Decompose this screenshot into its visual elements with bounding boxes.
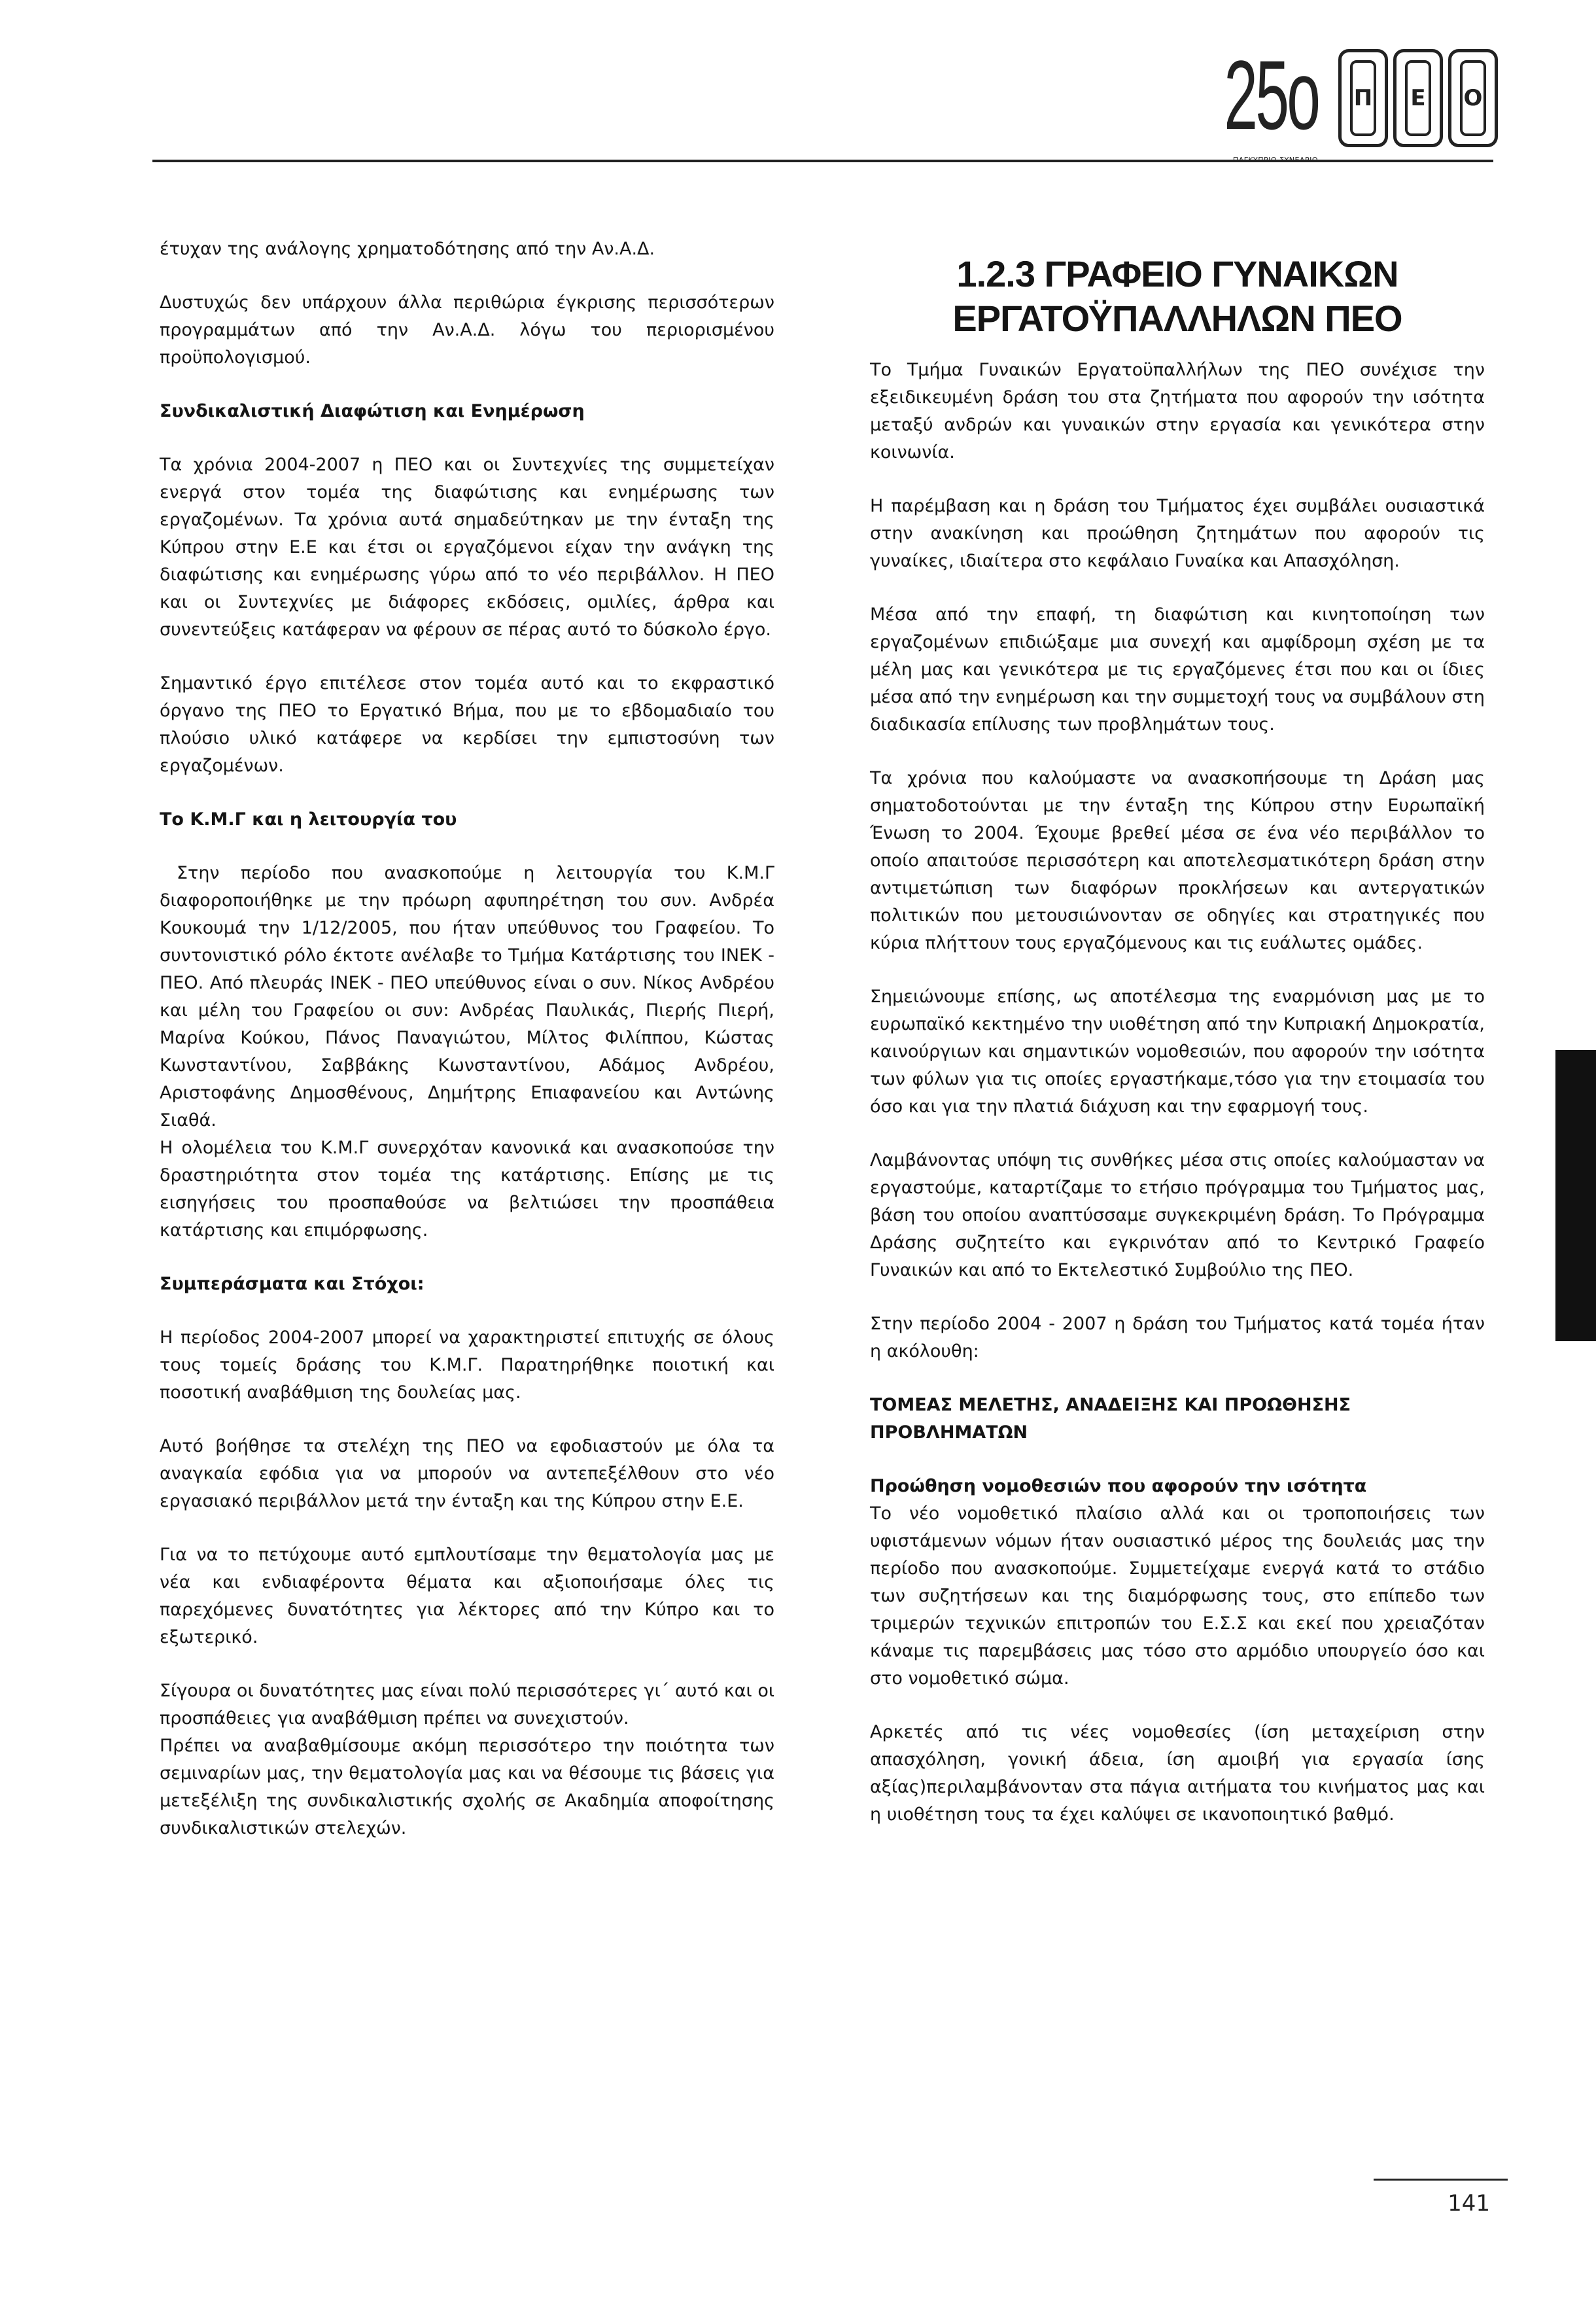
- paragraph: Σημειώνουμε επίσης, ως αποτέλεσμα της εναρμόνιση μας με το ευρωπαϊκό κεκτημένο την υιοθέτηση από την Κυπριακή Δημοκρατία, καινούργιων και σημαντικών νομοθεσιών, που αφορούν την ισότητα των φύλων για τις οποίες εργαστήκαμε,τόσο για την ετοιμασία του όσο και για την πλατιά διάχυση και την εφαρμογή τους.: [870, 987, 1485, 1117]
- paragraph: Τα χρόνια 2004-2007 η ΠΕΟ και οι Συντεχνίες της συμμετείχαν ενεργά στον τομέα της διαφώτισης και ενημέρωσης των εργαζομένων. Τα χρόνια αυτά σημαδεύτηκαν με την ένταξη της Κύπρου στην Ε.Ε και έτσι οι εργαζόμενοι είχαν την ανάγκη της διαφώτισης και ενημέρωσης γύρω από το νέο περιβάλλον. Η ΠΕΟ και οι Συντεχνίες με διάφορες εκδόσεις, ομιλίες, άρθρα και συνεντεύξεις κατάφεραν να φέρουν σε πέρας αυτό το δύσκολο έργο.: [160, 455, 774, 640]
- left-column: [160, 236, 774, 1869]
- paragraph: Σίγουρα οι δυνατότητες μας είναι πολύ περισσότερες γι΄ αυτό και οι προσπάθειες για αναβάθμιση πρέπει να συνεχιστούν.: [160, 1681, 774, 1729]
- logo-number: 25ο: [1223, 40, 1318, 150]
- paragraph: Το νέο νομοθετικό πλαίσιο αλλά και οι τροποποιήσεις των υφιστάμενων νόμων ήταν ουσιαστικό μέρος της δουλειάς μας την περίοδο που ανασκοπούμε. Συμμετείχαμε ενεργά κατά το στάδιο των συζητήσεων και της διαμόρφωσης τους, στο επίπεδο των τριμερών τεχνικών επιτροπών του Ε.Σ.Σ και εκεί που χρειαζόταν κάναμε τις παρεμβάσεις μας τόσο στο αρμόδιο υπουργείο όσο και στο νομοθετικό σώμα.: [870, 1503, 1485, 1689]
- section-heading: ΤΟΜΕΑΣ ΜΕΛΕΤΗΣ, ΑΝΑΔΕΙΞΗΣ ΚΑΙ ΠΡΟΩΘΗΣΗΣ ΠΡΟΒΛΗΜΑΤΩΝ: [870, 1395, 1351, 1443]
- logo-letter: Ε: [1405, 60, 1431, 136]
- paragraph: Στην περίοδο 2004 - 2007 η δράση του Τμήματος κατά τομέα ήταν η ακόλουθη:: [870, 1314, 1485, 1361]
- section-heading: Συνδικαλιστική Διαφώτιση και Ενημέρωση: [160, 401, 585, 421]
- paragraph: Λαμβάνοντας υπόψη τις συνθήκες μέσα στις οποίες καλούμασταν να εργαστούμε, καταρτίζαμε το ετήσιο πρόγραμμα του Τμήματος μας, βάση του οποίου αναπτύσσαμε συγκεκριμένη δράση. Το Πρόγραμμα Δράσης συζητείτο και εγκρινόταν από το Κεντρικό Γραφείο Γυναικών και από το Εκτελεστικό Συμβούλιο της ΠΕΟ.: [870, 1150, 1485, 1280]
- logo-letter-box: [1448, 49, 1498, 147]
- paragraph: Πρέπει να αναβαθμίσουμε ακόμη περισσότερο την ποιότητα των σεμιναρίων μας, την θεματολογία μας και να θέσουμε τις βάσεις για μετεξέλιξη της συνδικαλιστικής σχολής σε Ακαδημία αποφοίτησης συνδικαλιστικών στελεχών.: [160, 1736, 774, 1838]
- header-rule: [152, 160, 1493, 162]
- chapter-heading: [870, 252, 1485, 341]
- logo-letters: [1338, 49, 1498, 147]
- chapter-heading-line-2: ΕΡΓΑΤΟΫΠΑΛΛΗΛΩΝ ΠΕΟ: [952, 298, 1402, 339]
- paragraph: έτυχαν της ανάλογης χρηματοδότησης από την Αν.Α.Δ.: [160, 239, 655, 259]
- paragraph: Η περίοδος 2004-2007 μπορεί να χαρακτηριστεί επιτυχής σε όλους τους τομείς δράσης του Κ.Μ.Γ. Παρατηρήθηκε ποιοτική και ποσοτική αναβάθμιση της δουλείας μας.: [160, 1327, 774, 1403]
- logo-letter-box: [1338, 49, 1388, 147]
- paragraph: Για να το πετύχουμε αυτό εμπλουτίσαμε την θεματολογία μας με νέα και ενδιαφέροντα θέματα και αξιοποιήσαμε όλες τις παρεχόμενες δυνατότητες για λέκτορες από την Κύπρο και το εξωτερικό.: [160, 1545, 774, 1647]
- paragraph: Σημαντικό έργο επιτέλεσε στον τομέα αυτό και το εκφραστικό όργανο της ΠΕΟ το Εργατικό Βήμα, που με το εβδομαδιαίο του πλούσιο υλικό κατάφερε να κερδίσει την εμπιστοσύνη των εργαζομένων.: [160, 673, 774, 776]
- paragraph: Αυτό βοήθησε τα στελέχη της ΠΕΟ να εφοδιαστούν με όλα τα αναγκαία εφόδια για να μπορούν να αντεπεξέλθουν στο νέο εργασιακό περιβάλλον μετά την ένταξη και της Κύπρου στην Ε.Ε.: [160, 1436, 774, 1511]
- footer-rule: [1374, 2179, 1508, 2181]
- logo-letter: Π: [1350, 60, 1376, 136]
- logo-letter-box: [1393, 49, 1443, 147]
- paragraph: Αρκετές από τις νέες νομοθεσίες (ίση μεταχείριση στην απασχόληση, γονική άδεια, ίση αμοιβή για εργασία ίσης αξίας)περιλαμβάνονταν στα πάγια αιτήματα του κινήματος μας και η υιοθέτηση τους τα έχει καλύψει σε ικανοποιητικό βαθμό.: [870, 1722, 1485, 1825]
- right-column: [870, 252, 1485, 1855]
- paragraph: Μέσα από την επαφή, τη διαφώτιση και κινητοποίηση των εργαζομένων επιδιώξαμε μια συνεχή και αμφίδρομη σχέση με τα μέλη μας και γενικότερα με τις εργαζόμενες έτσι που και οι ίδιες μέσα από την ενημέρωση και την συμμετοχή τους να συμβάλουν στη διαδικασία επίλυσης των προβλημάτων τους.: [870, 605, 1485, 735]
- paragraph: Στην περίοδο που ανασκοπούμε η λειτουργία του Κ.Μ.Γ διαφοροποιήθηκε με την πρόωρη αφυπηρέτηση του συν. Ανδρέα Κουκουμά την 1/12/2005, που ήταν υπεύθυνος του Γραφείου. Το συντονιστικό ρόλο έκτοτε ανέλαβε το Τμήμα Κατάρτισης του ΙΝΕΚ - ΠΕΟ. Από πλευράς ΙΝΕΚ - ΠΕΟ υπεύθυνος είναι ο συν. Νίκος Ανδρέου και μέλη του Γραφείου οι συν: Ανδρέας Παυλικάς, Πιερής Πιερή, Μαρίνα Κούκου, Πάνος Παναγιώτου, Μίλτος Φιλίππου, Κώστας Κωνσταντίνου, Σαββάκης Κωνσταντίνου, Αδάμος Ανδρέου, Αριστοφάνης Δημοσθένους, Δημήτρης Επιαφανείου και Αντώνης Σιαθά.: [160, 863, 774, 1131]
- paragraph: Το Τμήμα Γυναικών Εργατοϋπαλλήλων της ΠΕΟ συνέχισε την εξειδικευμένη δράση του στα ζητήματα που αφορούν την ισότητα μεταξύ ανδρών και γυναικών στην εργασία και γενικότερα στην κοινωνία.: [870, 360, 1485, 463]
- section-heading: Συμπεράσματα και Στόχοι:: [160, 1274, 425, 1294]
- paragraph: Τα χρόνια που καλούμαστε να ανασκοπήσουμε τη Δράση μας σηματοδοτούνται με την ένταξη της Κύπρου στην Ευρωπαϊκή Ένωση το 2004. Έχουμε βρεθεί μέσα σε ένα νέο περιβάλλον το οποίο απαιτούσε περισσότερη και αποτελεσματικότερη δράση στην αντιμετώπιση των διαφόρων προκλήσεων και αντεργατικών πολιτικών που μετουσιώνονταν σε οδηγίες και στρατηγικές που κύρια πλήττουν τους εργαζόμενους και τις ευάλωτες ομάδες.: [870, 768, 1485, 953]
- paragraph: Η ολομέλεια του Κ.Μ.Γ συνερχόταν κανονικά και ανασκοπούσε την δραστηριότητα στον τομέα της κατάρτισης. Επίσης με τις εισηγήσεις του προσπαθούσε να βελτιώσει την προσπάθεια κατάρτισης και επιμόρφωσης.: [160, 1138, 774, 1240]
- chapter-side-tab: [1555, 1050, 1596, 1341]
- subsection-heading: Προώθηση νομοθεσιών που αφορούν την ισότητα: [870, 1476, 1367, 1496]
- page-number: 141: [1448, 2190, 1490, 2217]
- paragraph: Δυστυχώς δεν υπάρχουν άλλα περιθώρια έγκρισης περισσότερων προγραμμάτων από την Αν.Α.Δ. λόγω του περιορισμένου προϋπολογισμού.: [160, 292, 774, 368]
- section-heading: Το Κ.Μ.Γ και η λειτουργία του: [160, 809, 457, 830]
- logo-letter: Ο: [1460, 60, 1486, 136]
- paragraph: Η παρέμβαση και η δράση του Τμήματος έχει συμβάλει ουσιαστικά στην ανακίνηση και προώθηση ζητημάτων που αφορούν τις γυναίκες, ιδιαίτερα στο κεφάλαιο Γυναίκα και Απασχόληση.: [870, 496, 1485, 571]
- chapter-heading-line-1: 1.2.3 ΓΡΑΦΕΙΟ ΓΥΝΑΙΚΩΝ: [956, 253, 1398, 294]
